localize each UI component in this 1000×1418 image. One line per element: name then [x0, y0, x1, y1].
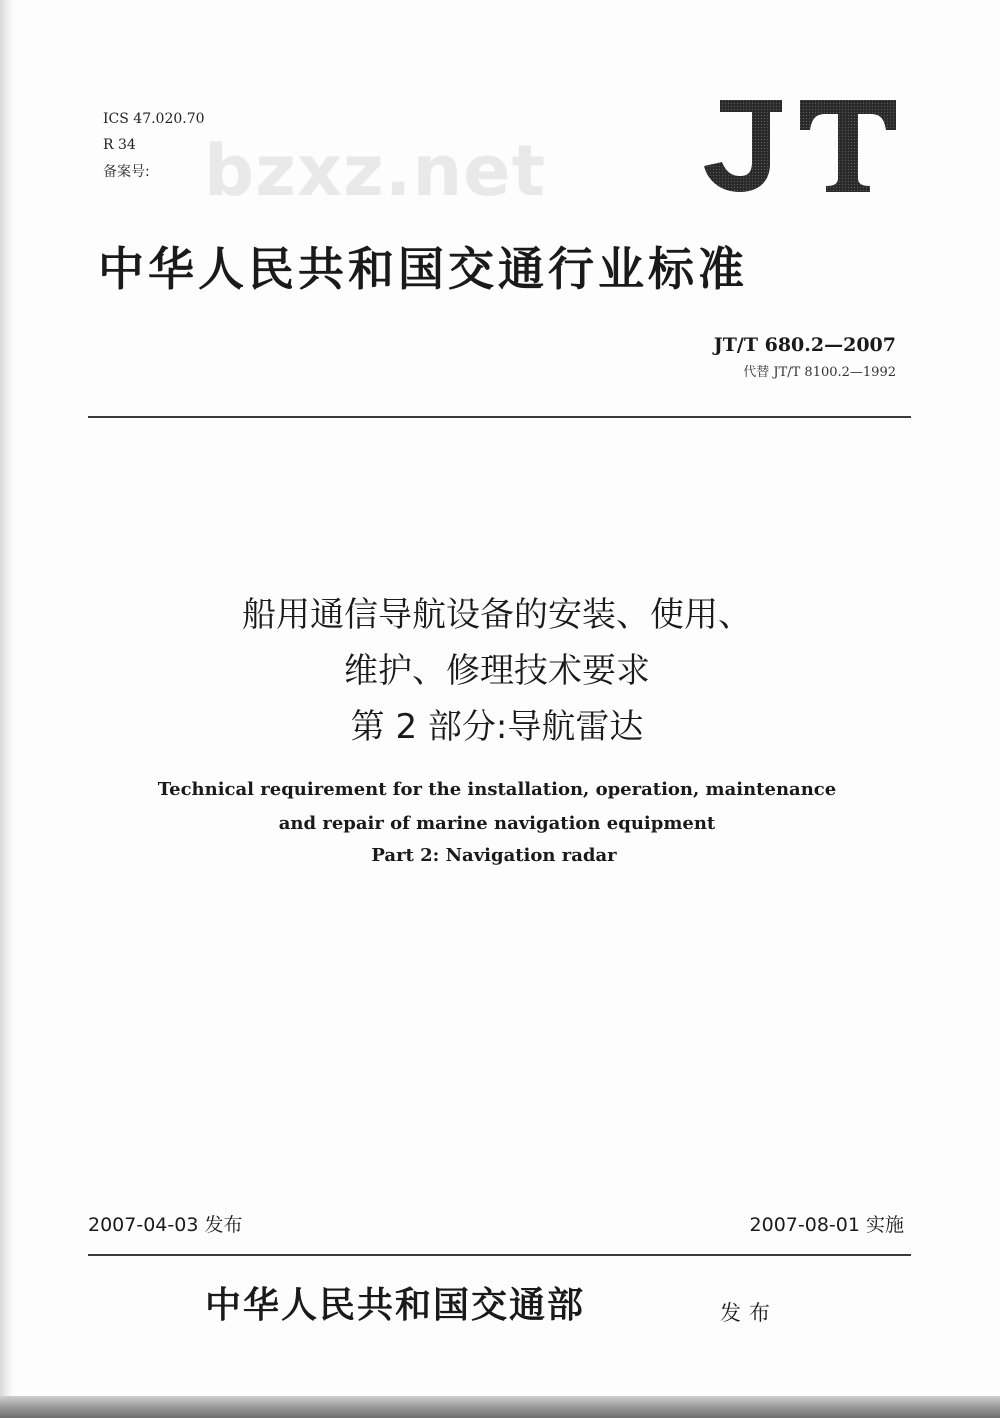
publish-label: 发布 — [720, 1301, 778, 1325]
watermark: bzxz.net — [204, 130, 547, 212]
publisher-name: 中华人民共和国交通部 — [205, 1285, 586, 1326]
footer-divider — [88, 1254, 911, 1256]
issue-date: 2007-04-03 发布 — [88, 1214, 243, 1236]
title-en-line-3: Part 2: Navigation radar — [371, 845, 617, 866]
scan-bottom-edge — [0, 1396, 1000, 1418]
page-edge-shadow — [0, 0, 14, 1418]
title-cn-line-2: 维护、修理技术要求 — [344, 651, 650, 691]
jt-logo — [700, 96, 900, 196]
standard-number: JT/T 680.2—2007 — [713, 334, 896, 356]
replaced-standard: 代替 JT/T 8100.2—1992 — [743, 365, 896, 380]
title-cn-line-1: 船用通信导航设备的安装、使用、 — [242, 595, 752, 635]
implementation-date: 2007-08-01 实施 — [749, 1214, 904, 1236]
ccs-code: R 34 — [103, 137, 136, 153]
organization-header: 中华人民共和国交通行业标准 — [98, 242, 748, 296]
ics-code: ICS 47.020.70 — [103, 111, 205, 127]
title-cn-line-3: 第 2 部分:导航雷达 — [350, 707, 644, 747]
header-divider — [88, 416, 911, 418]
record-number-label: 备案号: — [103, 164, 150, 180]
title-en-line-2: and repair of marine navigation equipment — [278, 813, 716, 834]
title-en-line-1: Technical requirement for the installation, operation, maintenance — [157, 779, 837, 800]
